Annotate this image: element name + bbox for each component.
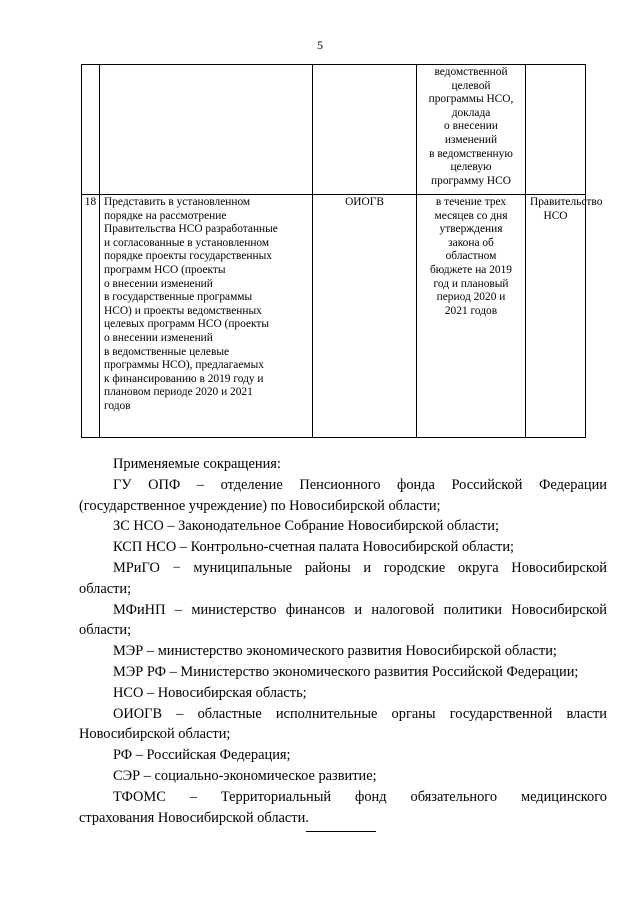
abbreviation-item: МФиНП – министерство финансов и налоговой политики Новосибирской [113,601,607,618]
deadline-line: месяцев со дня [434,209,508,222]
deadline-line: о внесении [444,120,498,133]
deadline-line: доклада [451,106,491,119]
abbreviations-heading: Применяемые сокращения: [113,456,281,472]
table-row [82,195,586,438]
row-number-cell: 18 [82,195,100,438]
closing-rule [306,831,376,832]
measures-table [81,64,603,438]
action-cell [100,65,313,195]
deadline-line: целевой [451,79,491,92]
abbreviation-item: ОИОГВ – областные исполнительные органы государственной власти [113,705,607,722]
deadline-line: ведомственной [434,66,508,78]
executor-cell [313,65,417,195]
deadline-line: в течение трех [435,196,507,208]
deadline-line: областном [445,250,497,263]
abbreviation-item: ТФОМС – Территориальный фонд обязательного медицинского [113,788,607,805]
deadline-line: год и плановый [433,277,509,290]
abbreviation-item: МРиГО − муниципальные районы и городские округа Новосибирской [113,559,607,576]
abbreviation-item-cont: Новосибирской области; [79,726,231,743]
action-cell [100,195,313,438]
abbreviation-item: РФ – Российская Федерация; [113,747,291,764]
responsible-cell [526,65,586,195]
abbreviation-item-cont: области; [79,622,132,639]
abbreviation-item: ГУ ОПФ – отделение Пенсионного фонда Российской Федерации [113,476,607,493]
action-line: целевых программ НСО (проекты [104,318,270,331]
responsible-cell [526,195,603,438]
action-line: порядке проекты государственных [104,250,272,263]
deadline-line: закона об [448,236,494,249]
abbreviation-item-cont: страхования Новосибирской области. [79,809,309,826]
deadline-line: программы НСО, [428,93,514,106]
responsible-line: НСО [543,209,568,222]
action-line: НСО) и проекты ведомственных [104,304,262,317]
abbreviation-item-cont: области; [79,580,132,597]
abbreviation-item: МЭР – министерство экономического развития Новосибирской области; [113,643,557,660]
deadline-cell [417,195,526,438]
action-line: программ НСО (проекты [104,263,226,276]
action-line: программы НСО), предлагаемых [104,359,264,372]
row-number-cell [82,65,100,195]
action-line: Представить в установленном [104,196,251,208]
action-line: в государственные программы [104,291,253,304]
action-line: и согласованные в установленном [104,236,270,249]
abbreviation-item-cont: (государственное учреждение) по Новосибирской области; [79,497,441,514]
abbreviation-item: НСО – Новосибирская область; [113,684,307,701]
abbreviation-item: МЭР РФ – Министерство экономического развития Российской Федерации; [113,663,579,680]
abbreviation-item: СЭР – социально-экономическое развитие; [113,767,377,784]
table-row [82,65,586,195]
abbreviations-section [79,454,607,828]
deadline-line: целевую [450,161,492,174]
executor-cell: ОИОГВ [313,195,417,438]
page-number: 5 [317,38,323,52]
deadline-line: бюджете на 2019 [430,263,512,276]
action-line: порядке на рассмотрение [104,209,227,222]
abbreviation-item: ЗС НСО – Законодательное Собрание Новосибирской области; [113,518,500,535]
action-line: плановом периоде 2020 и 2021 [104,386,253,399]
deadline-line: изменений [444,133,498,146]
deadline-line: программу НСО [431,174,511,187]
action-line: о внесении изменений [104,277,213,290]
deadline-line: 2021 годов [444,304,498,317]
action-line: к финансированию в 2019 году и [104,372,264,385]
abbreviation-item: КСП НСО – Контрольно-счетная палата Новосибирской области; [113,539,515,556]
deadline-line: период 2020 и [436,291,506,304]
action-line: о внесении изменений [104,331,213,344]
deadline-cell [417,65,526,195]
deadline-line: в ведомственную [429,147,513,160]
action-line: Правительства НСО разработанные [104,223,278,236]
deadline-line: утверждения [439,223,503,236]
action-line: годов [104,399,131,412]
action-line: в ведомственные целевые [104,345,230,358]
responsible-line: Правительство [530,196,603,208]
